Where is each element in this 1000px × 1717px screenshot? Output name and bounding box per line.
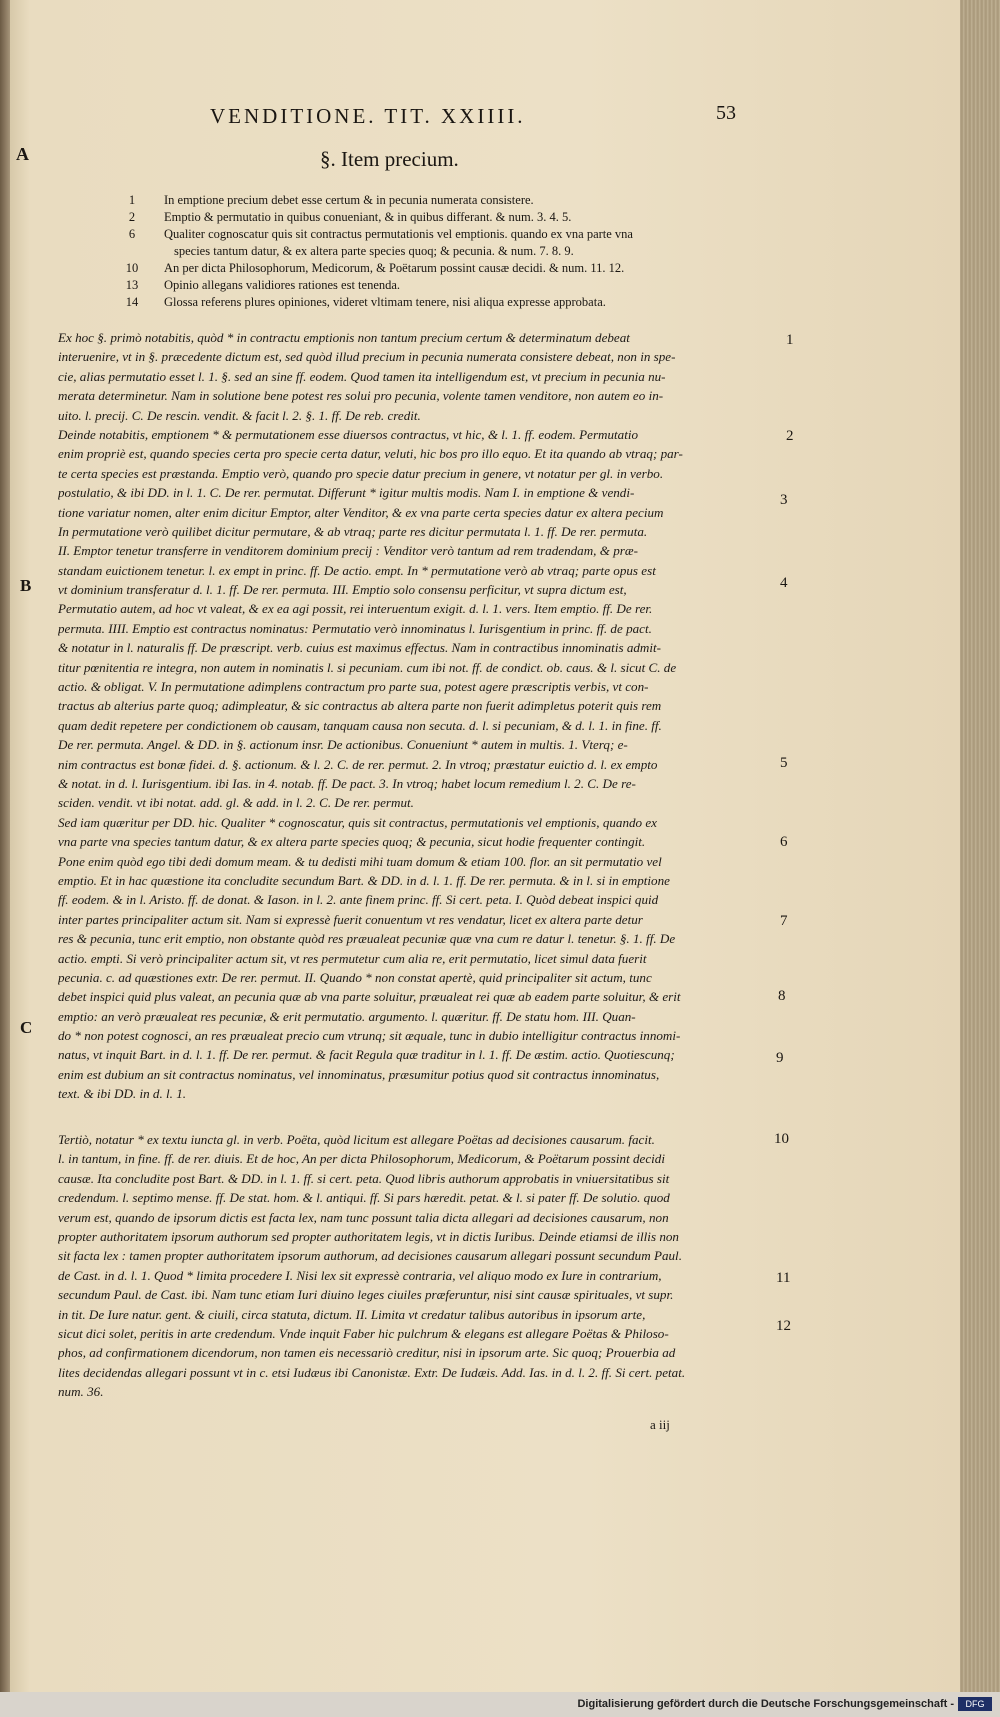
text-line: Tertiò, notatur * ex textu iuncta gl. in verb. Poëta, quòd licitum est allegare Poëtas ad decisiones causarum. facit. (58, 1132, 655, 1147)
text-line: quam dedit repetere per condictionem ob causam, tanquam causa non secuta. d. l. si pecuniam, & d. l. 1. in fine. ff. (58, 717, 662, 733)
text-line: actio. & obligat. V. In permutatione adimplens contractum pro parte sua, potest agere præscriptis verbis, vt con- (58, 679, 649, 695)
margin-number: 5 (780, 755, 788, 771)
text-line: num. 36. (58, 1384, 104, 1400)
summary-text: Opinio allegans validiores rationes est tenenda. (164, 278, 401, 292)
running-head: VENDITIONE. TIT. XXIIII. (210, 104, 526, 128)
summary-text: species tantum datur, & ex altera parte species quoq; & pecunia. & num. 7. 8. 9. (174, 244, 574, 258)
text-line: do * non potest cognosci, an res præualeat precio cum vtrunq; sit æquale, tunc in dubio intelligitur contractus innomi- (58, 1028, 681, 1044)
summary-number: 1 (128, 193, 136, 207)
margin-number: 12 (776, 1318, 791, 1334)
text-line: enim est dubium an sit contractus nominatus, vel innominatus, præsumitur potius quod sit contractus innominatus, (58, 1066, 660, 1082)
summary-text: Emptio & permutatio in quibus conueniant, & in quibus differant. & num. 3. 4. 5. (164, 210, 572, 224)
margin-number: 4 (780, 575, 788, 591)
text-line: res & pecunia, tunc erit emptio, non obstante quòd res præualeat pecuniæ quæ vna cum re datur l. tenetur. §. 1. ff. De (58, 931, 676, 947)
summary-number: 6 (128, 227, 136, 241)
margin-letter-a: A (16, 144, 29, 164)
text-line: emptio: an verò præualeat res pecuniæ, & erit permutatio. argumento. l. quæritur. ff. De statu hom. III. Quan- (58, 1008, 636, 1024)
text-line: sciden. vendit. vt ibi notat. add. gl. & add. in l. 2. C. De rer. permut. (58, 795, 414, 811)
text-line: actio. empti. Si verò principaliter actum sit, vt res permutetur cum alia re, erit permutatio, licet simul data fuerit (58, 950, 647, 966)
section-title: §. Item precium. (320, 147, 459, 171)
signature-mark: a iij (650, 1417, 670, 1432)
page-edges (960, 0, 1000, 1692)
text-line: propter authoritatem ipsorum authorum sed propter authoritatem legis, vt in dictis Iuribus. Deinde etiamsi de illis non (58, 1228, 679, 1244)
text-line: sicut dici solet, peritis in arte credendum. Vnde inquit Faber hic pulchrum & elegans est allegare Poëtas & Philoso- (58, 1325, 669, 1341)
page-number: 53 (716, 102, 736, 124)
summary-text: Glossa referens plures opiniones, videret vltimam tenere, nisi aliqua expresse approbata. (164, 295, 606, 309)
text-line: Sed iam quæritur per DD. hic. Qualiter * cognoscatur, quis sit contractus, permutationis vel emptionis, quando ex (58, 814, 657, 830)
text-line: Permutatio autem, ad hoc vt valeat, & ex ea agi possit, rei interuentum exigit. d. l. 1. vers. Item emptio. ff. De rer. (58, 601, 653, 617)
text-line: enim propriè est, quando species certa pro specie certa datur, veluti, hic bos pro illo equo. Et ita quando ab vtraq; par- (58, 446, 683, 462)
text-line: verum est, quando de ipsorum dictis est facta lex, nam tunc possunt talia dicta allegari ad decisiones causarum, non (58, 1209, 669, 1225)
text-line: cie, alias permutatio esset l. 1. §. sed an sine ff. eodem. Quod tamen ita intelligendum est, vt precium in pecunia nu- (58, 368, 666, 384)
text-line: Ex hoc §. primò notabitis, quòd * in contractu emptionis non tantum precium certum & determinatum debeat (58, 330, 630, 345)
text-line: uito. l. precij. C. De rescin. vendit. & facit l. 2. §. 1. ff. De reb. credit. (58, 407, 421, 423)
text-line: De rer. permuta. Angel. & DD. in §. actionum insr. De actionibus. Conueniunt * autem in multis. 1. Vterq; e- (58, 737, 628, 753)
margin-number: 11 (776, 1270, 791, 1286)
text-line: inter partes principaliter actum sit. Nam si expressè fuerit conuentum vt res vendatur, licet ex altera parte detur (58, 911, 643, 927)
text-line: & notatur in l. naturalis ff. De præscript. verb. cuius est maximus effectus. Nam in contractibus innominatis admit- (58, 640, 662, 656)
summary-item (118, 261, 778, 278)
body-text-part-1 (58, 328, 770, 1104)
summary-item (118, 227, 778, 244)
text-line: permuta. IIII. Emptio est contractus nominatus: Permutatio verò innominatus l. Iurisgentium in princ. ff. de pact. (58, 620, 652, 636)
text-line: merata determinetur. Nam in solutione bene potest res solui pro pecunia, volente tamen venditore, non autem eo in- (58, 388, 664, 404)
text-line: te certa species est præstanda. Emptio verò, quando pro specie datur precium in genere, vt notatur per gl. in verbo. (58, 465, 664, 481)
summary-text: Qualiter cognoscatur quis sit contractus permutationis vel emptionis. quando ex vna parte vna (164, 227, 633, 241)
margin-number: 2 (786, 428, 794, 444)
margin-number: 3 (780, 492, 788, 508)
summary-item (118, 278, 778, 295)
body-text-part-2 (58, 1130, 770, 1401)
text-line: debet inspici quid plus valeat, an pecunia quæ ab vna parte soluitur, præualeat rei quæ ab eadem parte soluitur, & erit (58, 989, 681, 1005)
summary-item (118, 193, 778, 210)
summary-item (118, 210, 778, 227)
text-line: lites decidendas allegari possunt vt in c. etsi Iudæus ibi Canonistæ. Extr. De Iudæis. Add. Ias. in d. l. 2. ff. Si cert. petat. (58, 1364, 686, 1380)
text-line: titur pœnitentia re integra, non autem in nominatis l. si pecuniam. cum ibi not. ff. de condict. ob. caus. & l. sicut C. de (58, 659, 677, 675)
summary-number: 2 (128, 210, 136, 224)
margin-letter-c: C (20, 1018, 33, 1037)
digitization-credit: Digitalisierung gefördert durch die Deutsche Forschungsgemeinschaft - (577, 1698, 954, 1710)
text-line: vt dominium transferatur d. l. 1. ff. De rer. permuta. III. Emptio solo consensu perficitur, vt supra dictum est, (58, 582, 627, 598)
margin-number: 10 (774, 1131, 789, 1147)
text-line: emptio. Et in hac quæstione ita concludite secundum Bart. & DD. in d. l. 1. ff. De rer. permuta. & in l. si in emptione (58, 872, 670, 888)
text-line: vna parte vna species tantum datur, & ex altera parte species quoq; & pecunia, sicut hodie frequenter contingit. (58, 834, 646, 850)
margin-number: 1 (786, 332, 794, 348)
text-line: II. Emptor tenetur transferre in venditorem dominium precij : Venditor verò tantum ad rem tradendam, & præ- (58, 543, 638, 559)
summary-item (118, 295, 778, 312)
text-line: nim contractus est bonæ fidei. d. §. actionum. & l. 2. C. de rer. permut. 2. In vtroq; præstatur euictio d. l. ex empto (58, 756, 658, 772)
text-line: credendum. l. septimo mense. ff. De stat. hom. & l. antiqui. ff. Si pars hæredit. petat. & l. si pater ff. De solutio. quod (58, 1190, 670, 1206)
text-line: & notat. in d. l. Iurisgentium. ibi Ias. in 4. notab. ff. De pact. 3. In vtroq; habet locum remedium l. 2. C. De re- (58, 775, 636, 791)
text-line: pecunia. c. ad quæstiones extr. De rer. permut. II. Quando * non constat apertè, quid principaliter sit actum, tunc (58, 969, 652, 985)
margin-number: 7 (780, 913, 788, 929)
text-line: In permutatione verò quilibet dicitur permutare, & ab vtraq; parte res dicitur permutata l. 1. ff. De rer. permuta. (58, 523, 648, 539)
text-line: tione variatur nomen, alter enim dicitur Emptor, alter Venditor, & ex vna parte certa species datur ex altera pecium (58, 504, 664, 520)
text-line: standam euictionem tenetur. l. ex empt in princ. ff. De actio. empt. In * permutatione verò ab vtraq; parte opus est (58, 562, 656, 578)
text-line: de Cast. in d. l. 1. Quod * limita procedere I. Nisi lex sit expressè contraria, vel aliquo modo ex Iure in contrarium, (58, 1267, 662, 1283)
page-gutter (0, 0, 10, 1692)
summary-item-continued (118, 244, 778, 261)
margin-number: 8 (778, 988, 786, 1004)
text-line: causæ. Ita concludite post Bart. & DD. in l. 1. ff. si cert. peta. Quod libris authorum approbatis in vniuersitatibus sit (58, 1170, 670, 1186)
margin-number: 9 (776, 1050, 784, 1066)
text-line: l. in tantum, in fine. ff. de rer. diuis. Et de hoc, An per dicta Philosophorum, Medicorum, & Poëtarum possint decidi (58, 1151, 665, 1167)
summary-number: 10 (125, 261, 139, 275)
summary-text: An per dicta Philosophorum, Medicorum, & Poëtarum possint causæ decidi. & num. 11. 12. (164, 261, 625, 275)
text-line: postulatio, & ibi DD. in l. 1. C. De rer. permutat. Differunt * igitur multis modis. Nam I. in emptione & vendi- (58, 485, 635, 501)
text-line: secundum Paul. de Cast. ibi. Nam tunc etiam Iuri diuino leges ciuiles præferuntur, nisi sint causæ spirituales, vt supr. (58, 1287, 674, 1303)
text-line: Deinde notabitis, emptionem * & permutationem esse diuersos contractus, vt hic, & l. 1. ff. eodem. Permutatio (58, 426, 639, 442)
margin-number: 6 (780, 834, 788, 850)
text-line: ff. eodem. & in l. Aristo. ff. de donat. & Iason. in l. 2. ante finem princ. ff. Si cert. peta. I. Quòd debeat inspici quid (58, 892, 659, 908)
summary-list (118, 193, 778, 312)
dfg-logo: DFG (958, 1697, 992, 1711)
text-line: interuenire, vt in §. præcedente dictum est, sed quòd illud precium in pecunia numerata consistere debeat, non in spe- (58, 349, 676, 365)
margin-letter-b: B (20, 576, 32, 595)
text-line: phos, ad confirmationem dicendorum, non tamen eis necessariò creditur, nisi in ipsorum arte. Sic quoq; Prouerbia ad (58, 1345, 676, 1361)
text-line: tractus ab alterius parte quoq; adimpleatur, & sic contractus ab altera parte non fuerit adimpletus poterit quis rem (58, 698, 662, 714)
summary-number: 13 (125, 278, 139, 292)
summary-text: In emptione precium debet esse certum & in pecunia numerata consistere. (164, 193, 534, 207)
summary-number: 14 (125, 295, 139, 309)
footer-bar (0, 1692, 1000, 1717)
text-line: natus, vt inquit Bart. in d. l. 1. ff. De rer. permut. & facit Regula quæ traditur in l. 1. ff. De æstim. actio. Quotiescunq; (58, 1047, 675, 1063)
text-line: text. & ibi DD. in d. l. 1. (58, 1086, 187, 1102)
text-line: Pone enim quòd ego tibi dedi domum meam. & tu dedisti mihi tuam domum & etiam 100. flor. an sit permutatio vel (58, 853, 662, 869)
text-line: in tit. De Iure natur. gent. & ciuili, circa statuta, dictum. II. Limita vt credatur talibus autoribus in ipsorum arte, (58, 1306, 646, 1322)
text-line: sit facta lex : tamen propter authoritatem ipsorum authorum, ad decisiones causarum allegari possunt secundum Paul. (58, 1248, 682, 1264)
